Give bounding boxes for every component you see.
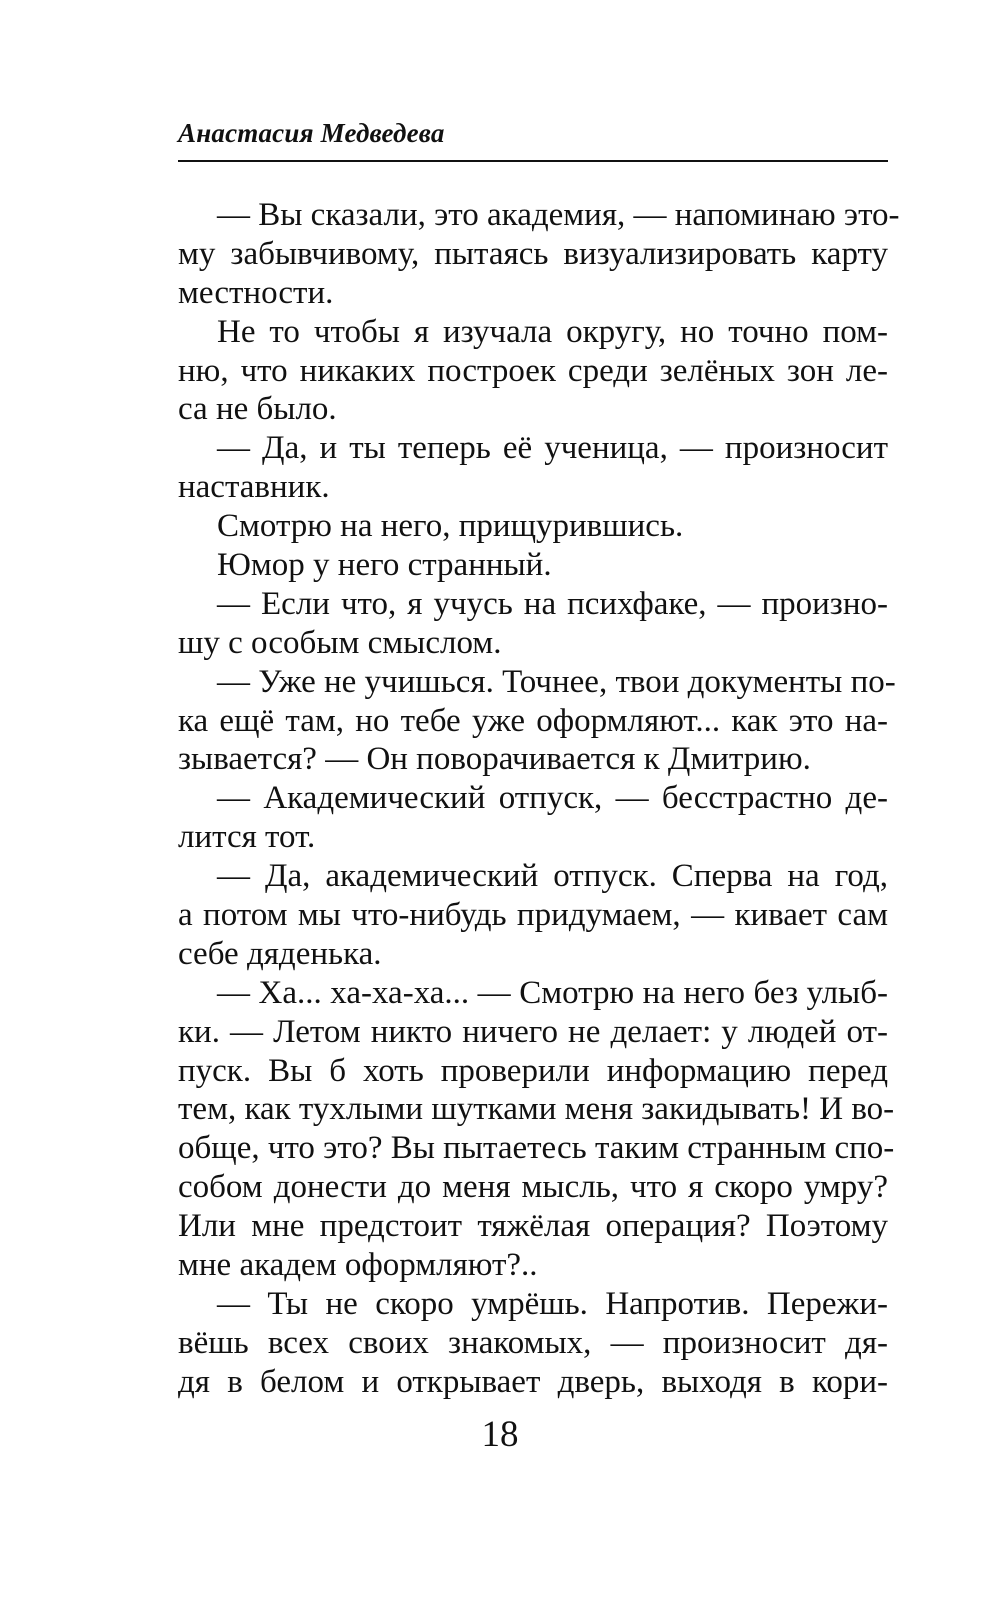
text-line: себе дяденька. bbox=[178, 935, 382, 972]
text-line: шу с особым смыслом. bbox=[178, 624, 502, 661]
text-line: — Если что, я учусь на психфаке, — произно- bbox=[217, 585, 888, 622]
text-line: му забывчивому, пытаясь визуализировать карту bbox=[178, 235, 888, 272]
text-line: ню, что никаких построек среди зелёных зон ле- bbox=[178, 352, 888, 389]
text-line: лится тот. bbox=[178, 819, 316, 856]
text-line: Юмор у него странный. bbox=[217, 547, 552, 584]
text-line: ки. — Летом никто ничего не делает: у людей от- bbox=[178, 1013, 888, 1050]
text-line: — Уже не учишься. Точнее, твои документы по- bbox=[217, 663, 896, 700]
text-line: Смотрю на него, прищурившись. bbox=[217, 508, 684, 545]
text-line: мне академ оформляют?.. bbox=[178, 1247, 538, 1284]
text-line: — Академический отпуск, — бесстрастно де- bbox=[217, 780, 888, 817]
text-line: Или мне предстоит тяжёлая операция? Поэтому bbox=[178, 1208, 888, 1245]
body-text bbox=[178, 196, 900, 1402]
text-line: са не было. bbox=[178, 391, 337, 428]
text-line: — Ты не скоро умрёшь. Напротив. Пережи- bbox=[217, 1285, 888, 1322]
text-line: зывается? — Он поворачивается к Дмитрию. bbox=[178, 741, 811, 778]
text-line: — Вы сказали, это академия, — напоминаю это- bbox=[217, 197, 900, 233]
text-line: дя в белом и открывает дверь, выходя в кори- bbox=[178, 1363, 888, 1400]
text-line: пуск. Вы б хоть проверили информацию перед bbox=[178, 1052, 888, 1089]
text-line: ка ещё там, но тебе уже оформляют... как это на- bbox=[178, 702, 888, 739]
text-line: наставник. bbox=[178, 469, 330, 506]
text-line: вёшь всех своих знакомых, — произносит дя- bbox=[178, 1324, 888, 1361]
text-line: Не то чтобы я изучала округу, но точно пом- bbox=[217, 313, 888, 350]
text-line: обще, что это? Вы пытаетесь таким странным спо- bbox=[178, 1130, 895, 1167]
text-line: а потом мы что-нибудь придумаем, — кивает сам bbox=[178, 897, 888, 934]
running-head-author: Анастасия Медведева bbox=[178, 118, 445, 148]
header-rule bbox=[178, 160, 888, 162]
page-number: 18 bbox=[481, 1414, 519, 1455]
text-line: собом донести до меня мысль, что я скоро умру? bbox=[178, 1169, 888, 1206]
text-line: местности. bbox=[178, 274, 334, 311]
text-line: тем, как тухлыми шутками меня закидывать! И во- bbox=[178, 1091, 895, 1128]
text-line: — Да, академический отпуск. Сперва на год, bbox=[217, 858, 888, 895]
text-line: — Ха... ха-ха-ха... — Смотрю на него без улыб- bbox=[217, 974, 888, 1011]
text-line: — Да, и ты теперь её ученица, — произносит bbox=[217, 430, 888, 467]
